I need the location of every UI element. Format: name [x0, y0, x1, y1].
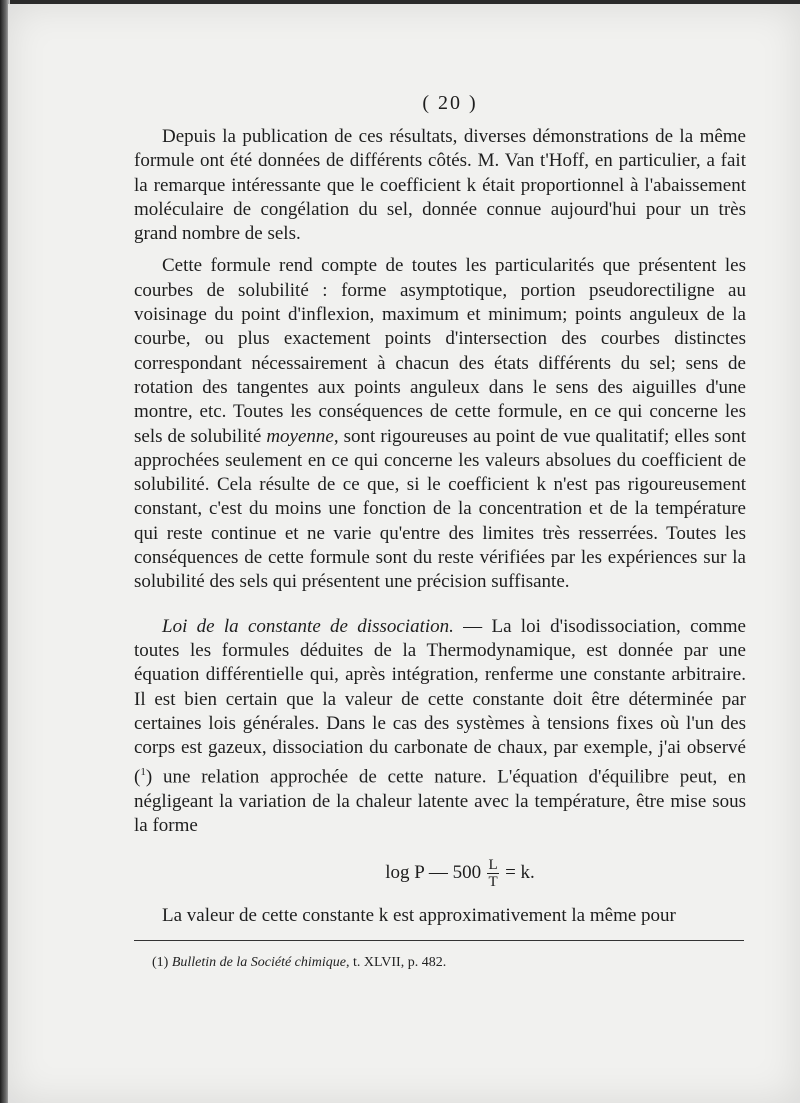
- formula-denominator: T: [488, 873, 498, 890]
- formula-left: log P — 500: [385, 862, 482, 884]
- paragraph-constant-value: La valeur de cette constante k est approximativement la même pour: [162, 904, 676, 926]
- paragraph-dissociation: [134, 615, 746, 839]
- footnote-journal: Bulletin de la Société chimique: [171, 954, 346, 970]
- paragraph-solubility-part2: , sont rigoureuses au point de vue qualitatif; elles sont approchées seulement en ce qui concerne les valeurs absolues du coefficient de solubilité. Cela résulte de ce que, si le coefficient k n'est pas rigoureusement constant, c'est du moins une fonction de la concentration et de la température qui reste continue et ne varie qu'entre des limites très resserrées. Toutes les conséquences de cette formule sont du reste vérifiées par les expériences sur la solubilité des sels qui présentent une précision suffisante.: [134, 425, 747, 593]
- italic-moyenne: moyenne: [266, 425, 334, 447]
- formula-fraction: [487, 857, 499, 890]
- footnote-reference: 1: [140, 766, 146, 779]
- section-heading: Loi de la constante de dissociation.: [162, 615, 454, 637]
- paragraph-publication: Depuis la publication de ces résultats, diverses démonstrations de la même formule ont été données de différents côtés. M. Van t'Hoff, en particulier, a fait la remarque intéressante que le coefficient k était proportionnel à l'abaissement moléculaire de congélation du sel, donnée connue aujourd'hui pour un très grand nombre de sels.: [134, 126, 746, 245]
- paragraph-solubility: [134, 254, 746, 594]
- paragraph-dissociation-part1: — La loi d'isodissociation, comme toutes les formules déduites de la Thermodynamique, est donnée par une équation différentielle qui, après intégration, renferme une constante arbitraire. Il est bien certain que la valeur de cette constante doit être déterminée par certaines lois générales. Dans le cas des systèmes à tensions fixes où l'un des corps est gazeux, dissociation du carbonate de chaux, par exemple, j'ai observé (: [134, 615, 746, 788]
- footnote-marker: (1): [152, 954, 169, 970]
- paragraph-solubility-part1: Cette formule rend compte de toutes les particularités que présentent les courbes de solubilité : forme asymptotique, portion pseudorectiligne au voisinage du point d'inflexion, maximum et minimum; points anguleux de la courbe, ou plus exactement points d'intersection des courbes distinctes correspondant nécessairement à chacun des états différents du sel; sens de rotation des tangentes aux points anguleux dans le sens des aiguilles d'une montre, etc. Toutes les conséquences de cette formule, en ce qui concerne les sels de solubilité: [134, 255, 746, 447]
- footnote-citation: , t. XLVII, p. 482.: [346, 954, 447, 970]
- equilibrium-formula: [134, 857, 746, 890]
- footnote-divider: [134, 940, 744, 941]
- footnote: [134, 955, 746, 971]
- page-number: ( 20 ): [422, 92, 478, 114]
- paragraph-dissociation-part2: ) une relation approchée de cette nature. L'équation d'équilibre peut, en négligeant la variation de la chaleur latente avec la température, être mise sous la forme: [134, 766, 746, 837]
- formula-right: = k.: [505, 862, 535, 884]
- formula-numerator: L: [488, 856, 498, 873]
- book-page: [8, 4, 800, 1103]
- page-text: [134, 92, 746, 971]
